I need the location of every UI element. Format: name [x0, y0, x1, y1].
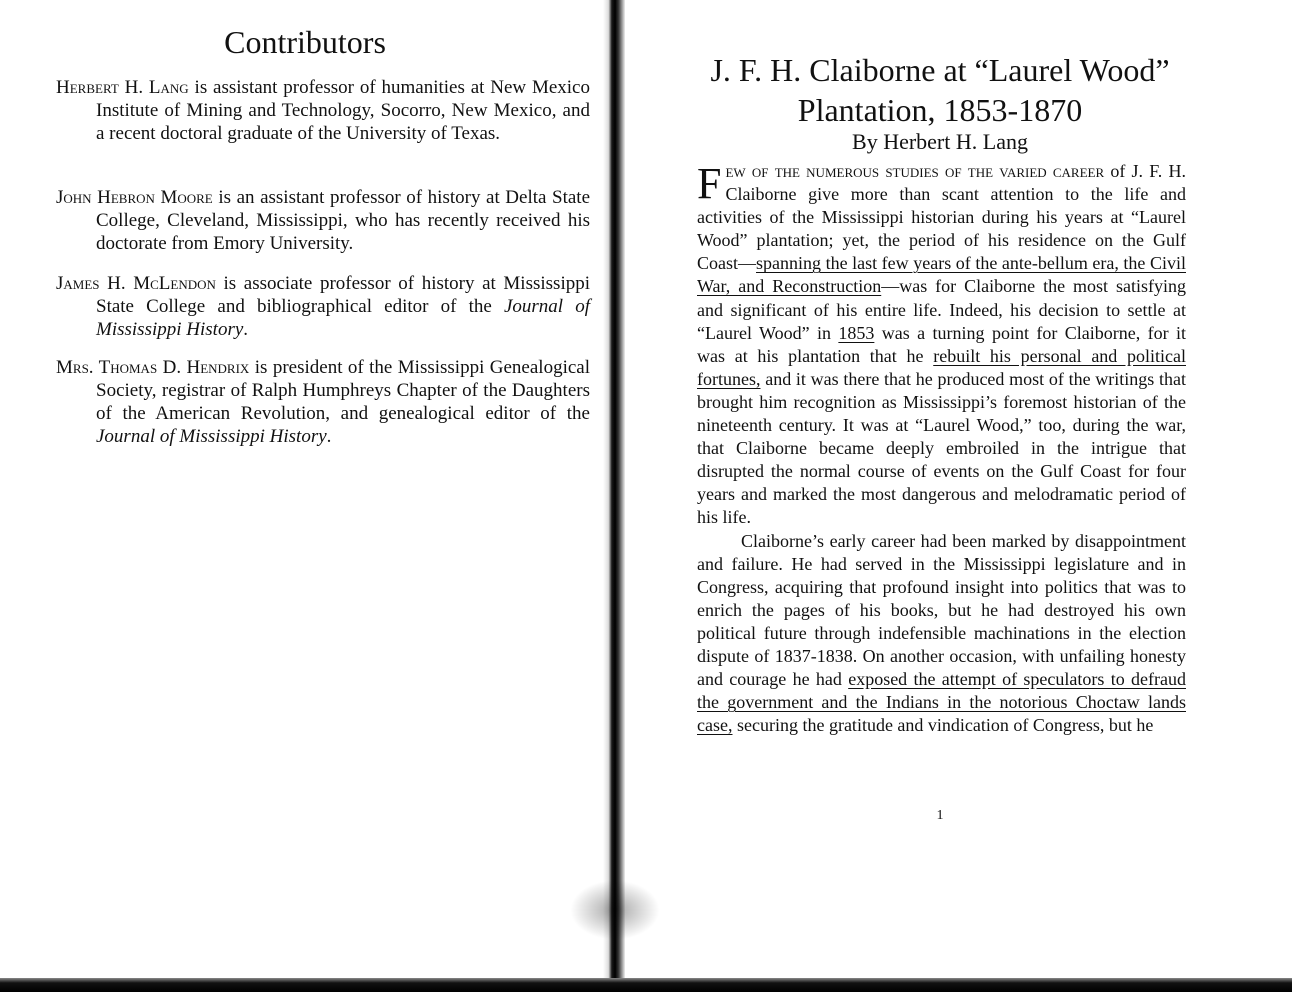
contributor-bio: is an assistant professor of history at Delta State College, Cleveland, Mississippi, who has recently received his doctorate from Emory University.: [96, 187, 591, 254]
scan-bottom-edge: [0, 978, 1292, 992]
text-run: and it was there that he produced most of the writings that brought him recognition as Mississippi’s foremost historian of the nineteenth century. It was at “Laurel Wood,” too, during the war, that Claiborne became deeply embroiled in the intrigue that disrupted the normal course of events on the Gulf Coast for four years and marked the most dangerous and melodramatic period of his life.: [697, 368, 1186, 528]
contributor-bio: is assistant professor of humanities at New Mexico Institute of Mining and Technology, Socorro, New Mexico, and a recent doctoral graduate of the University of Texas.: [96, 77, 590, 144]
text-run: of J. F. H. Claiborne give more than scant attention to the life and activities of the Mississippi historian during his years at “Laurel Wood” plantation; yet, the period of his residence on the Gulf Coast—: [697, 161, 1186, 274]
paragraph: [697, 160, 1186, 530]
underlined-passage: 1853: [838, 322, 875, 343]
contributor-entry: [56, 356, 590, 448]
underlined-passage: spanning the last few years of the ante-bellum era, the Civil War, and Reconstruction: [697, 253, 1186, 297]
contributor-name: James H. McLendon: [56, 273, 216, 294]
contributor-entry: [56, 186, 590, 255]
underlined-passage: exposed the attempt of speculators to defraud the government and the Indians in the notorious Choctaw lands case,: [697, 669, 1186, 736]
drop-cap: F: [697, 159, 722, 208]
contributor-entry: [56, 272, 590, 341]
contributor-bio: is president of the Mississippi Genealogical Society, registrar of Ralph Humphreys Chapter of the Daughters of the American Revolution, and genealogical editor of the: [96, 357, 591, 424]
journal-title: Journal of Mississippi History: [96, 296, 590, 340]
article-title-line1: J. F. H. Claiborne at “Laurel Wood”: [710, 52, 1170, 88]
underlined-passage: rebuilt his personal and political fortunes,: [697, 345, 1186, 389]
contributor-entry: [56, 76, 590, 145]
contributor-name: John Hebron Moore: [56, 187, 213, 208]
scan-smudge: [570, 880, 660, 940]
book-gutter: [603, 0, 625, 992]
paragraph: [697, 530, 1186, 738]
journal-title: Journal of Mississippi History: [96, 426, 327, 447]
text-run: —was for Claiborne the most satisfying and significant of his entire life. Indeed, his decision to settle at “Laurel Wood” in: [697, 276, 1186, 343]
text-run: was a turning point for Claiborne, for it was at his plantation that he: [697, 322, 1186, 366]
sentence-end: .: [243, 319, 249, 340]
text-run: securing the gratitude and vindication of Congress, but he: [732, 715, 1154, 736]
article-body: [697, 160, 1186, 737]
opening-small-caps: ew of the numerous studies of the varied career: [725, 161, 1105, 181]
contributor-name: Herbert H. Lang: [56, 77, 189, 98]
contributor-bio: is associate professor of history at Mississippi State College and bibliographical editor of the: [96, 273, 590, 317]
article-title: [660, 50, 1220, 130]
contributors-heading: Contributors: [224, 24, 386, 60]
text-run: Claiborne’s early career had been marked by disappointment and failure. He had served in the Mississippi legislature and in Congress, acquiring that profound insight into politics that was to enrich the pages of his books, but he had destroyed his own political future through indefensible machinations in the election dispute of 1837-1838. On another occasion, with unfailing honesty and courage he had: [697, 530, 1186, 690]
article-byline: By Herbert H. Lang: [852, 129, 1028, 154]
contributor-name: Mrs. Thomas D. Hendrix: [56, 357, 250, 378]
article-title-line2: Plantation, 1853-1870: [797, 92, 1083, 128]
page-number: 1: [936, 808, 944, 823]
sentence-end: .: [326, 426, 332, 447]
